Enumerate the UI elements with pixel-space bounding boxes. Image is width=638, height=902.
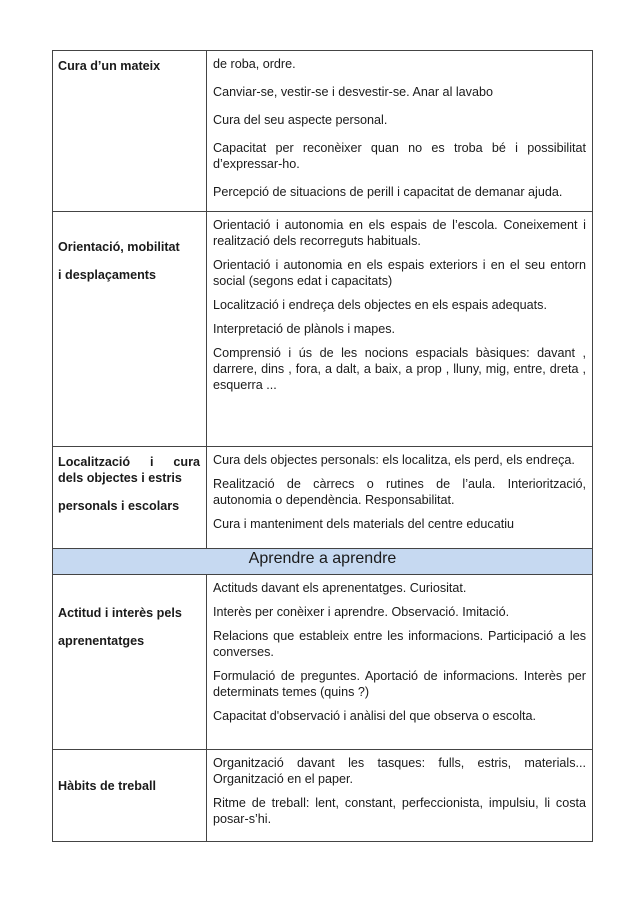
description-cell (207, 447, 593, 549)
item-text: Capacitat d'observació i anàlisi del que observa o escolta. (213, 709, 537, 723)
description-cell (207, 212, 593, 447)
item-text: Interès per conèixer i aprendre. Observació. Imitació. (213, 605, 510, 619)
table-row (53, 575, 593, 750)
table-row (53, 51, 593, 212)
category-label: Actitud i interès pels (58, 606, 182, 620)
category-label: Localització i cura (58, 455, 200, 469)
item-text: Cura del seu aspecte personal. (213, 113, 388, 127)
section-header-row (53, 549, 593, 575)
item-text: de roba, ordre. (213, 57, 296, 71)
description-cell (207, 51, 593, 212)
item-text: Comprensió i ús de les nocions espacials bàsiques: davant , darrere, dins , fora, a dalt, a baix, a prop , lluny, mig, entre, dreta , esquerra ... (213, 346, 586, 392)
category-cell (53, 750, 207, 842)
item-text: Realització de càrrecs o rutines de l’aula. Interiorització, autonomia o dependència. Responsabilitat. (213, 477, 586, 507)
category-cell (53, 212, 207, 447)
item-text: Actituds davant els aprenentatges. Curiositat. (213, 581, 467, 595)
competencies-table (52, 50, 593, 842)
item-text: Cura dels objectes personals: els localitza, els perd, els endreça. (213, 453, 575, 467)
item-text: Orientació i autonomia en els espais exteriors i en el seu entorn social (segons edat i capacitats) (213, 258, 586, 288)
table-row (53, 750, 593, 842)
category-label: personals i escolars (58, 499, 180, 513)
item-text: Capacitat per reconèixer quan no es troba bé i possibilitat d’expressar-ho. (213, 141, 586, 171)
category-cell (53, 575, 207, 750)
item-text: Ritme de treball: lent, constant, perfeccionista, impulsiu, li costa posar-s’hi. (213, 796, 586, 826)
item-text: Interpretació de plànols i mapes. (213, 322, 396, 336)
item-text: Percepció de situacions de perill i capacitat de demanar ajuda. (213, 185, 563, 199)
item-text: Cura i manteniment dels materials del centre educatiu (213, 517, 515, 531)
table-row (53, 212, 593, 447)
category-label: Hàbits de treball (58, 779, 156, 793)
category-label: aprenentatges (58, 634, 145, 648)
description-cell (207, 750, 593, 842)
item-text: Canviar-se, vestir-se i desvestir-se. Anar al lavabo (213, 85, 493, 99)
item-text: Relacions que estableix entre les informacions. Participació a les converses. (213, 629, 586, 659)
item-text: Formulació de preguntes. Aportació de informacions. Interès per determinats temes (quins ?) (213, 669, 586, 699)
category-cell (53, 447, 207, 549)
section-title: Aprendre a aprendre (53, 549, 593, 575)
item-text: Localització i endreça dels objectes en els espais adequats. (213, 298, 547, 312)
description-cell (207, 575, 593, 750)
item-text: Organització davant les tasques: fulls, estris, materials... Organització en el paper. (213, 756, 586, 786)
category-label: i desplaçaments (58, 268, 156, 282)
category-label: Cura d’un mateix (58, 59, 161, 73)
category-cell (53, 51, 207, 212)
category-label: dels objectes i estris (58, 471, 182, 485)
table-row (53, 447, 593, 549)
item-text: Orientació i autonomia en els espais de l’escola. Coneixement i realització dels recorreguts habituals. (213, 218, 586, 248)
category-label: Orientació, mobilitat (58, 240, 180, 254)
